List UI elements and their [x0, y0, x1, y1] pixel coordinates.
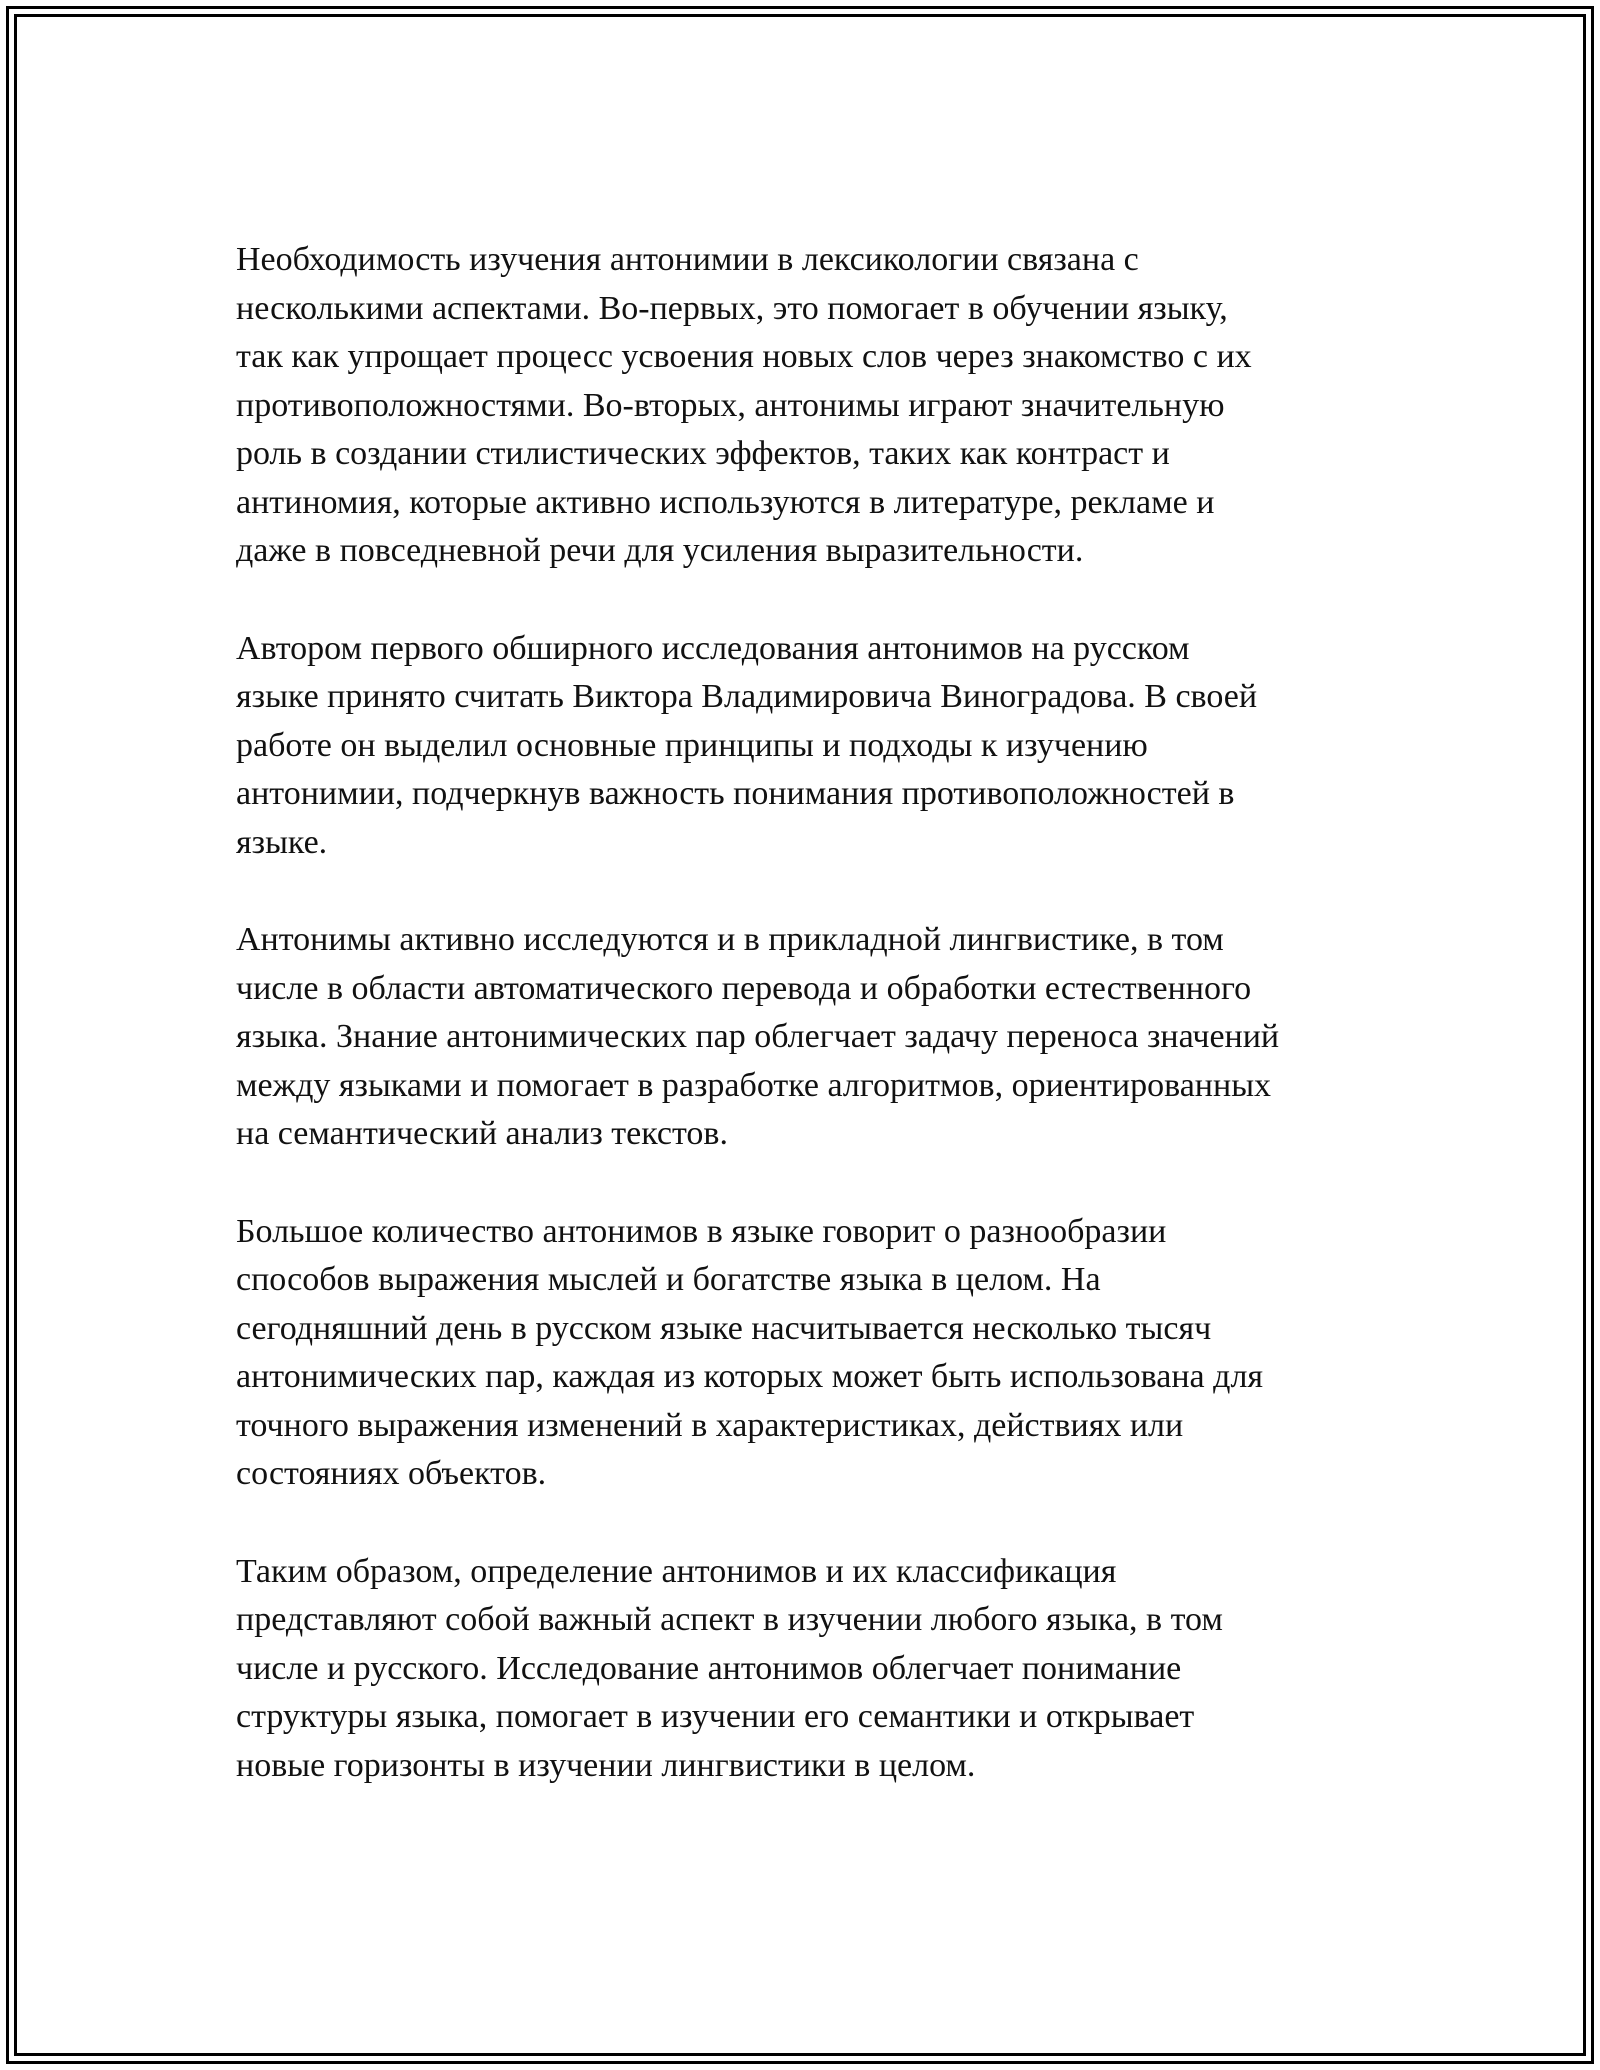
paragraph-2: Автором первого обширного исследования антонимов на русском языке принято считать Виктора Владимировича Виноградова. В своей работе он выделил основные принципы и подходы к изучению антонимии, подчеркнув важность понимания противоположностей в языке. [236, 629, 1258, 861]
paragraph-5: Таким образом, определение антонимов и их классификация представляют собой важный аспект в изучении любого языка, в том числе и русского. Исследование антонимов облегчает понимание структуры языка, помогает в изучении его семантики и открывает новые горизонты в изучении лингвистики в целом. [236, 1552, 1223, 1784]
paragraph-4: Большое количество антонимов в языке говорит о разнообразии способов выражения мыслей и богатстве языка в целом. На сегодняшний день в русском языке насчитывается несколько тысяч антонимических пар, каждая из которых может быть использована для точного выражения изменений в характеристиках, действиях или состояниях объектов. [236, 1212, 1264, 1492]
paragraph-1: Необходимость изучения антонимии в лексикологии связана с несколькими аспектами. Во-первых, это помогает в обучении языку, так как упрощает процесс усвоения новых слов через знакомство с их противоположностями. Во-вторых, антонимы играют значительную роль в создании стилистических эффектов, таких как контраст и антиномия, которые активно используются в литературе, рекламе и даже в повседневной речи для усиления выразительности. [236, 241, 1252, 569]
document-body [236, 236, 1376, 1839]
paragraph-3: Антонимы активно исследуются и в прикладной лингвистике, в том числе в области автоматического перевода и обработки естественного языка. Знание антонимических пар облегчает задачу переноса значений между языками и помогает в разработке алгоритмов, ориентированных на семантический анализ текстов. [236, 921, 1280, 1152]
